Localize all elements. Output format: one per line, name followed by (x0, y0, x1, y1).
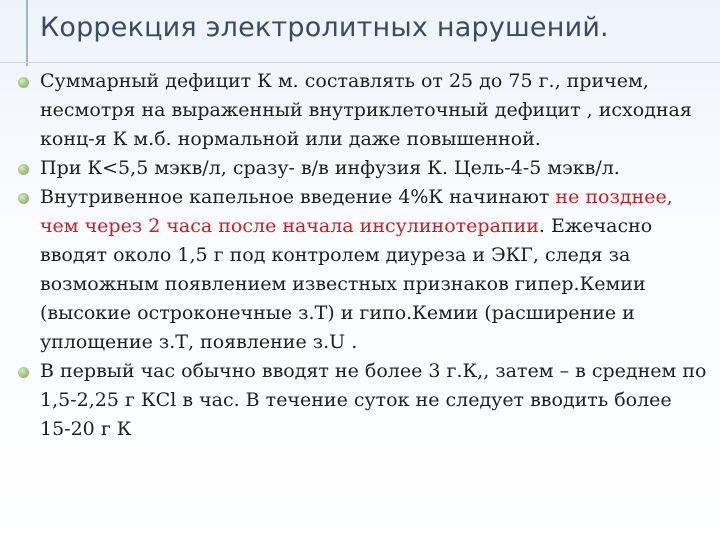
bullet-dot-icon (18, 367, 29, 378)
bullet-item (18, 67, 708, 154)
bullet-text: При К<5,5 мэкв/л, сразу- в/в инфузия К. Цель-4-5 мэкв/л. (40, 157, 620, 179)
slide-title: Коррекция электролитных нарушений. (40, 12, 609, 43)
bullet-text: Внутривенное капельное введение 4%К начинают (40, 186, 556, 208)
bullet-highlight-text: не позднее, чем через 2 часа после начала инсулинотерапии (40, 186, 673, 237)
bullet-item (18, 357, 708, 444)
bullet-text: Суммарный дефицит К м. составлять от 25 до 75 г., причем, несмотря на выраженный внутриклеточный дефицит , исходная конц-я К м.б. нормальной или даже повышенной. (40, 70, 692, 150)
bullet-item (18, 154, 708, 183)
bullet-dot-icon (18, 164, 29, 175)
bullet-text: В первый час обычно вводят не более 3 г.К,, затем – в среднем по 1,5-2,25 г КСl в час. В течение суток не следует вводить более 15-20 г К (40, 360, 707, 440)
bullet-dot-icon (18, 193, 29, 204)
bullet-text-continued: . Ежечасно вводят около 1,5 г под контролем диуреза и ЭКГ, следя за возможным появлением известных признаков гипер.Кемии (высокие остроконечные з.Т) и гипо.Кемии (расширение и уплощение з.Т, появление з.U . (40, 215, 653, 353)
slide-content (18, 67, 708, 444)
title-horizontal-rule (0, 62, 720, 63)
bullet-item (18, 183, 708, 357)
title-vertical-rule (26, 0, 28, 66)
bullet-dot-icon (18, 77, 29, 88)
